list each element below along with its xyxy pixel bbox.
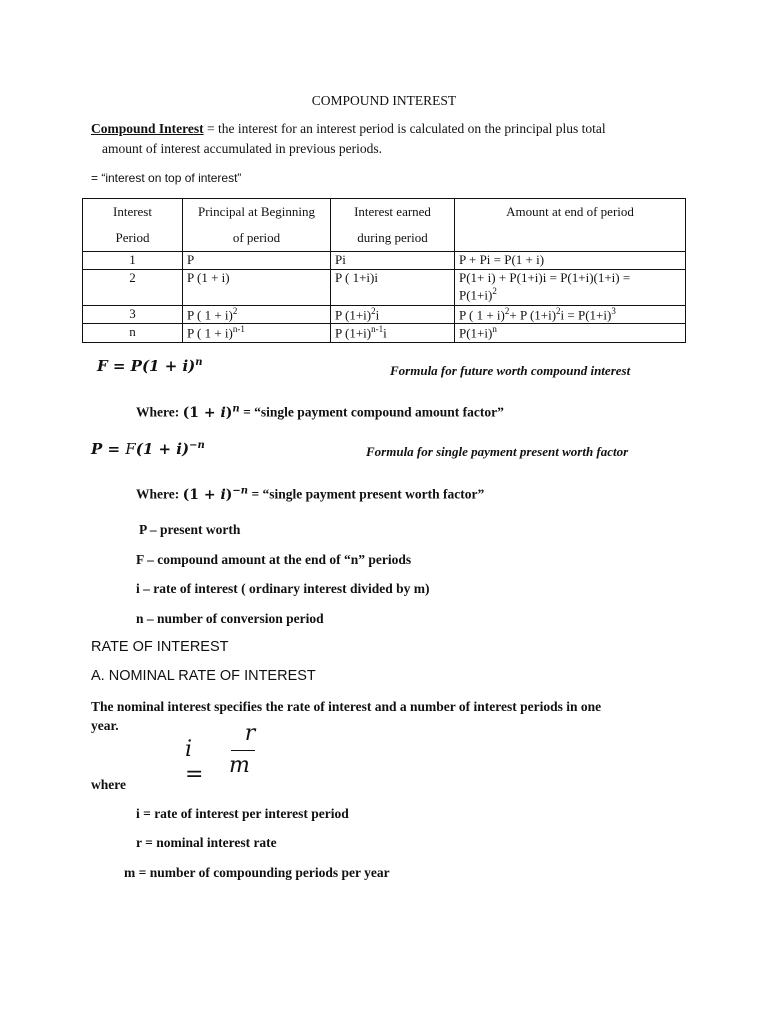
where-line-present: Where: $(1 + i)^{-n}$ = “single payment present worth factor” bbox=[136, 485, 485, 503]
variable-r: r = nominal interest rate bbox=[136, 835, 277, 850]
compound-interest-table bbox=[82, 198, 686, 343]
nominal-text-line-1: The nominal interest specifies the rate of interest and a number of interest periods in one bbox=[91, 699, 602, 714]
header-amount: Amount at end of period bbox=[455, 199, 686, 252]
definition-p: P – present worth bbox=[139, 522, 241, 537]
present-worth-label: Formula for single payment present worth factor bbox=[366, 444, 629, 459]
definition-term: Compound Interest bbox=[91, 121, 204, 136]
quote-line: = “interest on top of interest” bbox=[91, 171, 242, 185]
where-label: where bbox=[91, 777, 126, 792]
table-row: 1 P Pi P + Pi = P(1 + i) bbox=[83, 252, 686, 270]
variable-m: m = number of compounding periods per year bbox=[124, 865, 390, 880]
table-row: n P ( 1 + i)$^{n-1}$ P $(1+i)^{n-1}i$ $P(1+i)^n$ bbox=[83, 324, 686, 342]
definition-text-1: = the interest for an interest period is calculated on the principal plus total bbox=[203, 121, 606, 136]
future-worth-label: Formula for future worth compound interest bbox=[390, 363, 631, 378]
where-line-future: Where: $(1 + i)^n$ = “single payment compound amount factor” bbox=[136, 403, 504, 421]
definition-i: i – rate of interest ( ordinary interest divided by m) bbox=[136, 581, 430, 596]
variable-i: i = rate of interest per interest period bbox=[136, 806, 349, 821]
page-title: COMPOUND INTEREST bbox=[311, 93, 457, 108]
future-worth-formula: $F = P(1 + i)^n$ bbox=[97, 357, 203, 375]
table-row: 2 P (1 + i) P ( 1+i)i P(1+ i) + P(1+i)i = P(1+i)(1+i) = $P(1+i)^2$ bbox=[83, 270, 686, 306]
section-nominal-heading: A. NOMINAL RATE OF INTEREST bbox=[91, 668, 316, 684]
header-interest-earned: Interest earned during period bbox=[331, 199, 455, 252]
definition-n: n – number of conversion period bbox=[136, 611, 324, 626]
table-row: 3 P ( 1 + i)$^2$ P $(1+i)^2i$ P ( 1 + i)$^2$+ P $(1+i)^2i = P(1+i)^3$ bbox=[83, 306, 686, 324]
nominal-text-line-2: year. bbox=[91, 718, 119, 733]
definition-f: F – compound amount at the end of “n” periods bbox=[136, 552, 412, 567]
definition-line-2: amount of interest accumulated in previous periods. bbox=[102, 141, 383, 156]
present-worth-formula: $P = F(1 + i)^{-n}$ bbox=[91, 440, 205, 458]
table-header-row bbox=[83, 199, 686, 252]
header-period: Interest Period bbox=[83, 199, 183, 252]
header-principal: Principal at Beginning of period bbox=[183, 199, 331, 252]
section-rate-heading: RATE OF INTEREST bbox=[91, 639, 229, 655]
definition-line-1 bbox=[91, 121, 606, 137]
